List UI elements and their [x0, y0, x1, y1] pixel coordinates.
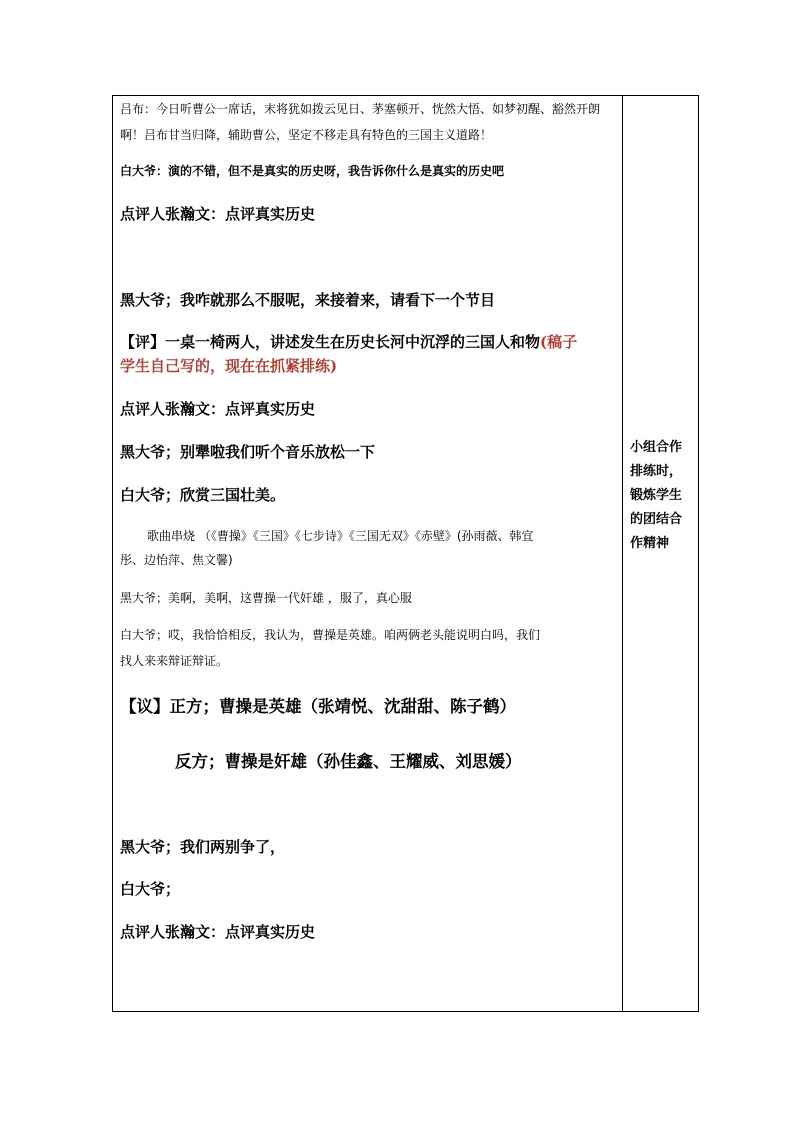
text-line: 黑大爷；我咋就那么不服呢，来接着来，请看下一个节目 [120, 291, 496, 309]
side-note-line: 小组合作 [630, 440, 683, 455]
side-note-line: 作精神 [630, 536, 670, 551]
text-line: 找人来来辩证辩证。 [120, 654, 229, 668]
text-span-red: (稿子 [540, 333, 578, 351]
text-line: 点评人张瀚文：点评真实历史 [120, 205, 316, 223]
text-line: 点评人张瀚文：点评真实历史 [120, 923, 316, 941]
text-line: 黑大爷；美啊，美啊，这曹操一代奸雄 ，服了，真心服 [120, 591, 412, 605]
text-line: 黑大爷；别犟啦我们听个音乐放松一下 [120, 443, 376, 461]
text-line: 学生自己写的，现在在抓紧排练) [120, 357, 338, 375]
side-note-line: 锻炼学生 [630, 488, 683, 503]
side-note-line: 的团结合 [630, 512, 683, 527]
text-line: 白大爷；哎，我恰恰相反，我认为，曹操是英雄。咱两俩老头能说明白吗，我们 [120, 628, 541, 642]
text-line: 反方；曹操是奸雄（孙佳鑫、王耀威、刘思媛） [175, 752, 522, 771]
text-line: 歌曲串烧 （《曹操》《三国》《七步诗》《三国无双》《赤壁》(孙雨薇、韩宜 [147, 529, 534, 543]
text-line: 黑大爷；我们两别争了， [120, 838, 286, 856]
text-line [120, 331, 577, 352]
text-line: 彤、边怡萍、焦文馨) [120, 553, 233, 567]
column-divider [622, 95, 623, 1012]
text-line: 【议】正方；曹操是英雄（张靖悦、沈甜甜、陈子鹤） [120, 697, 516, 716]
text-line: 点评人张瀚文：点评真实历史 [120, 400, 316, 418]
text-line: 吕布：今日听曹公一席话，末将犹如拨云见日、茅塞顿开、恍然大悟、如梦初醒、豁然开朗 [120, 102, 601, 116]
text-line: 白大爷； [120, 880, 181, 898]
text-span: 【评】一桌一椅两人，讲述发生在历史长河中沉浮的三国人和物 [120, 333, 541, 351]
text-line: 白大爷；欣赏三国壮美。 [120, 486, 286, 504]
text-line: 啊！吕布甘当归降，辅助曹公，坚定不移走具有特色的三国主义道路！ [120, 128, 493, 142]
side-note-line: 排练时， [630, 464, 683, 479]
text-line: 白大爷：演的不错，但不是真实的历史呀，我告诉你什么是真实的历史吧 [120, 164, 505, 178]
